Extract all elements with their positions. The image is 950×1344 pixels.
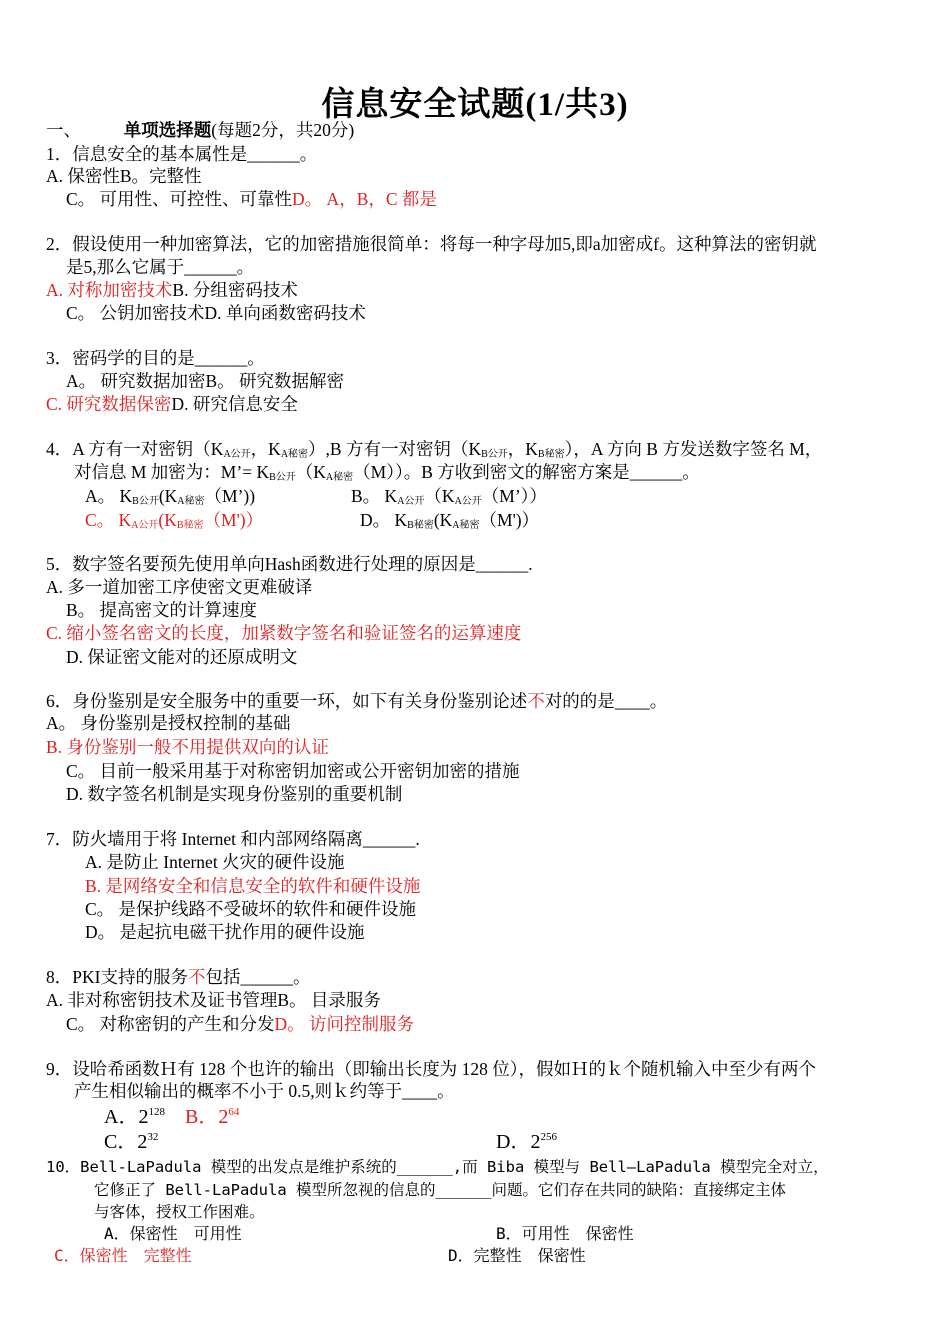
q6-option-c: C。 目前一般采用基于对称密钥加密或公开密钥加密的措施 [66,761,520,781]
q4-sub: A [131,520,139,531]
q7-option-c: C。 是保护线路不受破坏的软件和硬件设施 [85,899,417,919]
q3-options-ab: A。 研究数据加密B。 研究数据解密 [66,371,345,391]
q6-option-d: D. 数字签名机制是实现身份鉴别的重要机制 [66,784,403,804]
q9-base: B．2 [185,1106,229,1128]
section-heading [46,119,354,141]
q7-option-b-answer: B. 是网络安全和信息安全的软件和硬件设施 [85,876,421,896]
q4-text: (K [158,486,178,506]
q2-options-ab [46,279,298,301]
q4-text: A。 K [85,486,133,506]
q4-option-d [360,509,539,537]
q9-option-b-answer [185,1106,239,1128]
q4-sub: 公开 [230,449,251,460]
q8-text: 包括______。 [205,967,311,987]
q4-text: 4．A 方有一对密钥（K [46,439,224,459]
q7-option-a: A. 是防止 Internet 火灾的硬件设施 [85,852,345,872]
q10-stem-line2: 它修正了 Bell-LaPadula 模型所忽视的信息的______问题。它们存在共同的缺陷：直接绑定主体 [94,1181,786,1199]
q8-emphasis: 不 [187,967,206,987]
q1-options-cd [66,188,437,210]
q6-text: 对的的是____。 [544,691,668,711]
q3-options-cd [46,393,298,415]
q3-option-c-answer: C. 研究数据保密 [46,394,172,414]
q7-stem: 7．防火墙用于将 Internet 和内部网络隔离______. [46,829,420,849]
q4-sub: 秘密 [184,496,205,507]
page-title: 信息安全试题(1/共3) [321,87,629,123]
q2-option-a-answer: A. 对称加密技术 [46,280,173,300]
q5-option-c-answer: C. 缩小签名密文的长度，加紧数字签名和验证签名的运算速度 [46,623,522,643]
q8-options-cd [66,1013,414,1035]
q4-sub: B [537,449,545,460]
q6-option-a: A。 身份鉴别是授权控制的基础 [46,713,291,733]
q1-option-c: C。 可用性、可控性、可靠性 [66,189,293,209]
q4-text: 对信息 M 加密为：M’= K [74,462,270,482]
q4-sub: 秘密 [288,449,309,460]
q6-text: 6．身份鉴别是安全服务中的重要一环，如下有关身份鉴别论述 [46,691,528,711]
q4-sub: A [452,520,460,531]
q9-exponent: 128 [148,1106,165,1118]
q4-text: ），A 方向 B 方发送数字签名 M， [564,439,823,459]
q2-option-b: B. 分组密码技术 [172,280,298,300]
q10-option-d: D．完整性 保密性 [448,1246,586,1265]
q4-sub: 公开 [487,449,508,460]
q10-option-c-answer: C．保密性 完整性 [54,1246,192,1265]
q2-stem-line1: 2．假设使用一种加密算法，它的加密措施很简单：将每一种字母加5,即a加密成f。这种算法的密钥就 [46,234,817,254]
q4-sub: A [325,472,334,483]
q4-text: （M’）） [481,486,547,506]
q4-sub: A [397,496,405,507]
q1-option-d-answer: D。 A，B，C 都是 [292,189,437,209]
q4-sub: A [280,449,289,460]
q9-base: C．2 [104,1131,148,1153]
q4-sub: A [223,449,231,460]
q4-sub: 公开 [138,520,159,531]
q4-sub: 秘密 [544,449,565,460]
section-title: 单项选择题 [123,120,212,140]
q7-option-d: D。 是起抗电磁干扰作用的硬件设施 [85,922,365,942]
q10-option-b: B．可用性 保密性 [496,1224,634,1243]
q4-sub: A [454,496,462,507]
q4-sub: 秘密 [333,472,354,483]
q5-option-d: D. 保证密文能对的还原成明文 [66,647,298,667]
q5-option-b: B。 提高密文的计算速度 [66,600,258,620]
q10-stem-line1: 10．Bell-LaPadula 模型的出发点是维护系统的______,而 Biba 模型与 Bell—LaPadula 模型完全对立， [46,1158,829,1176]
q4-sub: 秘密 [459,520,480,531]
q4-sub: B [132,496,139,507]
q4-text: (K [158,510,177,530]
q8-option-d-answer: D。 访问控制服务 [274,1014,415,1034]
q4-text: （M））。B 方收到密文的解密方案是______。 [353,462,700,482]
q4-sub: 秘密 [413,520,434,531]
q4-text: D。 K [360,510,408,530]
q4-sub: 公开 [138,496,159,507]
q4-text: C。 K [85,510,132,530]
q4-sub: B [269,472,276,483]
q3-stem: 3．密码学的目的是______。 [46,348,265,368]
q4-text: （K [295,462,326,482]
q8-text: 8．PKI支持的服务 [46,967,188,987]
q2-stem-line2: 是5,那么它属于______。 [66,257,255,277]
q6-emphasis: 不 [527,691,545,711]
q4-text: B。 K [351,486,398,506]
q9-exponent: 64 [228,1106,240,1118]
q9-stem-line1: 9．设哈希函数Ｈ有 128 个也许的输出（即输出长度为 128 位），假如Ｈ的ｋ个随机输入中至少有两个 [46,1059,816,1079]
q3-option-d: D. 研究信息安全 [171,394,298,414]
q4-text: （M')） [203,510,264,530]
q9-base: D．2 [496,1131,541,1153]
q8-options-ab: A. 非对称密钥技术及证书管理B。 目录服务 [46,990,381,1010]
q6-option-b-answer: B. 身份鉴别一般不用提供双向的认证 [46,737,329,757]
q4-text: （M’)) [204,486,256,506]
q4-text: （M')） [479,510,540,530]
q4-sub: A [177,496,185,507]
q8-option-c: C。 对称密钥的产生和分发 [66,1014,275,1034]
q5-stem: 5．数字签名要预先使用单向Hash函数进行处理的原因是______. [46,554,533,574]
q4-text: （K [424,486,455,506]
q8-stem [46,966,310,988]
q4-sub: 公开 [461,496,482,507]
q9-exponent: 32 [147,1131,159,1143]
q4-sub: 公开 [275,472,296,483]
q9-base: A．2 [104,1106,149,1128]
q4-sub: 秘密 [183,520,204,531]
q9-option-c [104,1131,158,1153]
q10-stem-line3: 与客体，授权工作困难。 [94,1203,265,1221]
q4-text: ）,B 方有一对密钥（K [308,439,482,459]
q6-stem [46,690,667,712]
q10-option-a: A．保密性 可用性 [104,1224,242,1243]
q9-option-d [496,1131,557,1153]
q4-sub: 公开 [404,496,425,507]
q4-text: ，K [250,439,281,459]
q1-stem: 1．信息安全的基本属性是______。 [46,144,318,164]
q4-text: (K [433,510,453,530]
q9-option-a [104,1106,165,1128]
q4-sub: B [481,449,488,460]
section-number: 一、 [46,120,81,140]
section-note: (每题2分，共20分) [211,120,355,140]
q1-options-ab: A. 保密性B。完整性 [46,166,202,186]
q9-exponent: 256 [540,1131,557,1143]
q2-options-cd: C。 公钥加密技术D. 单向函数密码技术 [66,303,366,323]
q9-stem-line2: 产生相似输出的概率不小于 0.5,则ｋ约等于____。 [74,1081,455,1101]
q4-sub: B [407,520,414,531]
q4-text: ，K [507,439,538,459]
q4-sub: B [176,520,184,531]
q5-option-a: A. 多一道加密工序使密文更难破译 [46,577,313,597]
q4-option-c-answer [85,509,263,537]
